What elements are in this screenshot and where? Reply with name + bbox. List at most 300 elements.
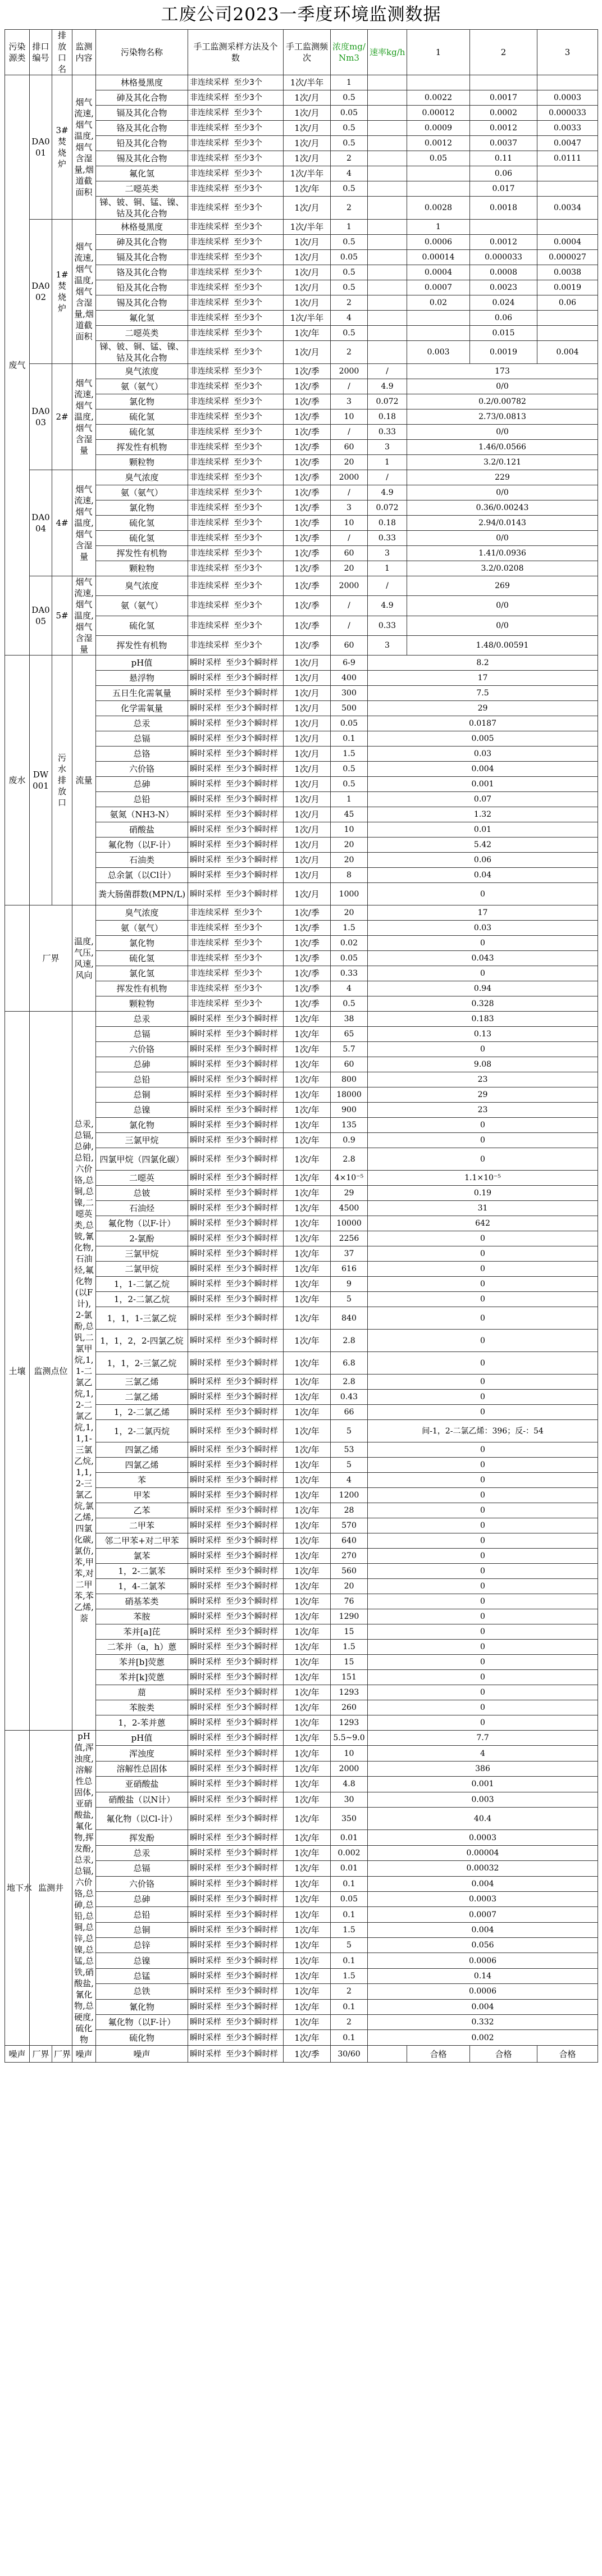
sampling-frequency: 1次/年 <box>284 1072 331 1087</box>
limit-value: 65 <box>331 1027 368 1042</box>
pollutant-name: 亚硝酸盐 <box>96 1777 188 1792</box>
limit-value: 2.8 <box>331 1330 368 1352</box>
result-value: 1.48/0.00591 <box>407 635 598 655</box>
sampling-frequency: 1次/年 <box>284 1624 331 1640</box>
sampling-method: 非连续采样 至少3个 <box>188 905 284 921</box>
result-value: 0 <box>368 1488 598 1503</box>
pollutant-name: 林格曼黑度 <box>96 75 188 90</box>
sampling-frequency: 1次/年 <box>284 1186 331 1201</box>
page-title: 工废公司2023一季度环境监测数据 <box>161 4 441 25</box>
sampling-frequency: 1次/年 <box>284 1594 331 1609</box>
limit-value: 0.5 <box>331 181 368 197</box>
result-2: 0.017 <box>470 181 537 197</box>
sampling-method: 瞬时采样 至少3个瞬时样 <box>188 1861 284 1876</box>
sampling-frequency: 1次/月 <box>284 868 331 883</box>
result-value: 0.0006 <box>368 1953 598 1968</box>
sampling-method: 瞬时采样 至少3个瞬时样 <box>188 1891 284 1906</box>
pollutant-name: 化学需氧量 <box>96 701 188 716</box>
limit-value: 20 <box>331 1579 368 1594</box>
result-value: 0.003 <box>368 1792 598 1807</box>
result-value: 3.2/0.0208 <box>407 561 598 576</box>
pollutant-name: 氰化物 <box>96 1999 188 2014</box>
pollutant-name: 铅及其化合物 <box>96 136 188 151</box>
limit-value: 2 <box>331 197 368 220</box>
sampling-method: 瞬时采样 至少3个瞬时样 <box>188 1216 284 1231</box>
sampling-method: 非连续采样 至少3个 <box>188 250 284 265</box>
limit-value: 0.9 <box>331 1133 368 1148</box>
sampling-method: 瞬时采样 至少3个瞬时样 <box>188 1375 284 1390</box>
rate-value <box>368 151 407 166</box>
sampling-method: 非连续采样 至少3个 <box>188 106 284 121</box>
pollutant-name: 二氯乙烯 <box>96 1390 188 1405</box>
sampling-frequency: 1次/年 <box>284 1670 331 1685</box>
limit-value: 3 <box>331 394 368 409</box>
limit-value: 0.1 <box>331 1999 368 2014</box>
result-value: 0.004 <box>368 1922 598 1937</box>
header-row <box>5 30 598 75</box>
result-1: 0.0007 <box>407 280 470 295</box>
sampling-frequency: 1次/年 <box>284 1891 331 1906</box>
result-value: 0.03 <box>368 747 598 762</box>
result-3 <box>537 220 598 235</box>
limit-value: 0.05 <box>331 1891 368 1906</box>
result-value: 0 <box>368 1609 598 1624</box>
pollutant-name: 氟化氢 <box>96 166 188 181</box>
header-col1: 1 <box>407 30 470 75</box>
sampling-method: 非连续采样 至少3个 <box>188 455 284 470</box>
sampling-method: 瞬时采样 至少3个瞬时样 <box>188 1594 284 1609</box>
result-value: 0 <box>368 1700 598 1715</box>
sampling-method: 非连续采样 至少3个 <box>188 394 284 409</box>
limit-value: 10000 <box>331 1216 368 1231</box>
sampling-frequency: 1次/年 <box>284 1922 331 1937</box>
result-value: 0 <box>368 1503 598 1518</box>
sampling-method: 瞬时采样 至少3个瞬时样 <box>188 1390 284 1405</box>
result-3 <box>537 311 598 326</box>
monitor-group: 烟气流速,烟气温度,烟气含湿量,烟道截面积 <box>72 75 96 220</box>
sampling-frequency: 1次/年 <box>284 1330 331 1352</box>
result-value: 0 <box>368 1458 598 1473</box>
limit-value: 0.05 <box>331 716 368 731</box>
pollutant-name: 总镉 <box>96 1861 188 1876</box>
sampling-frequency: 1次/季 <box>284 561 331 576</box>
sampling-frequency: 1次/季 <box>284 440 331 455</box>
sampling-method: 瞬时采样 至少3个瞬时样 <box>188 1685 284 1700</box>
sampling-frequency: 1次/年 <box>284 1148 331 1171</box>
limit-value: 18000 <box>331 1087 368 1103</box>
result-2: 0.0008 <box>470 265 537 280</box>
sampling-frequency: 1次/年 <box>284 1777 331 1792</box>
limit-value: 1200 <box>331 1488 368 1503</box>
outlet-name: 3#焚烧炉 <box>52 75 72 220</box>
sampling-frequency: 1次/月 <box>284 716 331 731</box>
sampling-method: 瞬时采样 至少3个瞬时样 <box>188 1246 284 1262</box>
pollutant-name: 总砷 <box>96 777 188 792</box>
pollutant-name: 苯胺 <box>96 1609 188 1624</box>
result-value: 0 <box>368 1549 598 1564</box>
sampling-frequency: 1次/年 <box>284 1579 331 1594</box>
result-value: 0.19 <box>368 1186 598 1201</box>
limit-value: 20 <box>331 561 368 576</box>
sampling-frequency: 1次/年 <box>284 1216 331 1231</box>
sampling-frequency: 1次/年 <box>284 1938 331 1953</box>
rate-value <box>368 235 407 250</box>
sampling-method: 瞬时采样 至少3个瞬时样 <box>188 777 284 792</box>
outlet-code: DA003 <box>30 364 52 470</box>
sampling-method: 瞬时采样 至少3个瞬时样 <box>188 716 284 731</box>
sampling-method: 瞬时采样 至少3个瞬时样 <box>188 1420 284 1442</box>
limit-value: 2 <box>331 151 368 166</box>
soil-place: 监测点位 <box>30 1012 72 1731</box>
sampling-frequency: 1次/年 <box>284 1549 331 1564</box>
sampling-frequency: 1次/月 <box>284 762 331 777</box>
sampling-method: 瞬时采样 至少3个瞬时样 <box>188 1564 284 1579</box>
sampling-method: 非连续采样 至少3个 <box>188 546 284 561</box>
result-value: 0.07 <box>368 792 598 807</box>
pollutant-name: 苯胺类 <box>96 1700 188 1715</box>
monitor-group: pH值,浑浊度,溶解性总固体,亚硝酸盐,氟化物,挥发酚,总汞,总镉,六价铬,总砷,总铅,总铜,总锌,总镍,总锰,总铁,硝酸盐,氰化物,总硬度,硫化物 <box>72 1731 96 2046</box>
sampling-method: 非连续采样 至少3个 <box>188 121 284 136</box>
sampling-frequency: 1次/月 <box>284 731 331 747</box>
pollutant-name: 四氯甲烷（四氯化碳） <box>96 1148 188 1171</box>
result-value: 29 <box>368 1087 598 1103</box>
limit-value: 570 <box>331 1518 368 1533</box>
result-1: 0.00014 <box>407 250 470 265</box>
pollutant-name: 氨（氨气） <box>96 921 188 936</box>
sampling-method: 瞬时采样 至少3个瞬时样 <box>188 1473 284 1488</box>
pollutant-name: 邻二甲苯+对二甲苯 <box>96 1533 188 1549</box>
limit-value: 2000 <box>331 364 368 379</box>
rate-value: 0.072 <box>368 394 407 409</box>
sampling-method: 非连续采样 至少3个 <box>188 996 284 1012</box>
pollutant-name: 浑浊度 <box>96 1746 188 1761</box>
pollutant-name: 粪大肠菌群数(MPN/L) <box>96 883 188 905</box>
pollutant-name: 五日生化需氧量 <box>96 686 188 701</box>
limit-value: 0.5 <box>331 762 368 777</box>
sampling-frequency: 1次/季 <box>284 379 331 394</box>
sampling-frequency: 1次/月 <box>284 136 331 151</box>
header-col3: 3 <box>537 30 598 75</box>
limit-value: 20 <box>331 905 368 921</box>
noise-place: 厂界 <box>30 2046 52 2063</box>
pollutant-name: 1，2-二氯乙烷 <box>96 1292 188 1307</box>
limit-value: 1 <box>331 220 368 235</box>
pollutant-name: 总铍 <box>96 1186 188 1201</box>
sampling-method: 非连续采样 至少3个 <box>188 197 284 220</box>
monitor-group: 烟气流速,烟气温度,烟气含湿量,烟道截面积 <box>72 220 96 364</box>
result-value: 23 <box>368 1072 598 1087</box>
sampling-method: 瞬时采样 至少3个瞬时样 <box>188 1231 284 1246</box>
sampling-frequency: 1次/半年 <box>284 220 331 235</box>
limit-value: 2.8 <box>331 1148 368 1171</box>
outlet-name: 4# <box>52 470 72 576</box>
pollutant-name: 1，4-二氯苯 <box>96 1579 188 1594</box>
result-value: 0 <box>368 1307 598 1330</box>
result-value: 0.2/0.00782 <box>407 394 598 409</box>
pollutant-name: 硫化氢 <box>96 516 188 531</box>
rate-value <box>368 121 407 136</box>
limit-value: 28 <box>331 1503 368 1518</box>
pollutant-name: 总汞 <box>96 716 188 731</box>
limit-value: 10 <box>331 822 368 838</box>
pollutant-name: 甲苯 <box>96 1488 188 1503</box>
sampling-frequency: 1次/年 <box>284 1564 331 1579</box>
pollutant-name: 石油烃 <box>96 1201 188 1216</box>
sampling-frequency: 1次/年 <box>284 1375 331 1390</box>
rate-value: 1 <box>368 455 407 470</box>
sampling-frequency: 1次/年 <box>284 1405 331 1420</box>
limit-value: 5 <box>331 1292 368 1307</box>
sampling-frequency: 1次/年 <box>284 1390 331 1405</box>
limit-value: / <box>331 379 368 394</box>
pollutant-name: 石油类 <box>96 853 188 868</box>
result-3: 0.0003 <box>537 90 598 106</box>
pollutant-name: 氯苯 <box>96 1549 188 1564</box>
table-row <box>5 576 598 596</box>
result-3: 0.004 <box>537 341 598 364</box>
limit-value: 0.5 <box>331 265 368 280</box>
sampling-method: 瞬时采样 至少3个瞬时样 <box>188 1907 284 1922</box>
limit-value: 0.01 <box>331 1830 368 1845</box>
pollutant-name: 总铜 <box>96 1922 188 1937</box>
sampling-frequency: 1次/年 <box>284 1999 331 2014</box>
limit-value: 0.43 <box>331 1390 368 1405</box>
rate-value <box>368 311 407 326</box>
result-value: 0.00004 <box>368 1845 598 1860</box>
limit-value: 4×10⁻⁵ <box>331 1171 368 1186</box>
limit-value: 0.1 <box>331 731 368 747</box>
sampling-frequency: 1次/年 <box>284 1458 331 1473</box>
header-manual-method: 手工监测采样方法及个数 <box>188 30 284 75</box>
sampling-frequency: 1次/季 <box>284 981 331 996</box>
limit-value: 60 <box>331 635 368 655</box>
pollutant-name: 臭气浓度 <box>96 576 188 596</box>
result-value: 40.4 <box>368 1807 598 1830</box>
limit-value: 1 <box>331 75 368 90</box>
result-3 <box>537 326 598 341</box>
sampling-method: 非连续采样 至少3个 <box>188 220 284 235</box>
pollutant-name: 1，2-二氯乙烯 <box>96 1405 188 1420</box>
table-row <box>5 75 598 90</box>
sampling-method: 瞬时采样 至少3个瞬时样 <box>188 1876 284 1891</box>
result-2: 0.015 <box>470 326 537 341</box>
sampling-method: 瞬时采样 至少3个瞬时样 <box>188 1777 284 1792</box>
pollutant-name: 苯并[b]荧蒽 <box>96 1655 188 1670</box>
result-value: 29 <box>368 701 598 716</box>
table-row <box>5 2046 598 2063</box>
result-value: 9.08 <box>368 1057 598 1072</box>
result-2: 0.0023 <box>470 280 537 295</box>
sampling-frequency: 1次/月 <box>284 265 331 280</box>
pollutant-name: 锑、铍、铜、锰、镍、钴及其化合物 <box>96 197 188 220</box>
rate-value <box>368 166 407 181</box>
result-value: 0 <box>368 1594 598 1609</box>
sampling-method: 瞬时采样 至少3个瞬时样 <box>188 1262 284 1277</box>
sampling-method: 瞬时采样 至少3个瞬时样 <box>188 1307 284 1330</box>
sampling-method: 瞬时采样 至少3个瞬时样 <box>188 853 284 868</box>
result-value: 5.42 <box>368 838 598 853</box>
pollutant-name: 氯化氢 <box>96 966 188 981</box>
sampling-method: 瞬时采样 至少3个瞬时样 <box>188 1118 284 1133</box>
result-2: 0.06 <box>470 311 537 326</box>
sampling-method: 非连续采样 至少3个 <box>188 379 284 394</box>
result-value: 0.14 <box>368 1968 598 1983</box>
rate-value <box>368 341 407 364</box>
result-value: 0 <box>368 1518 598 1533</box>
limit-value: 400 <box>331 671 368 686</box>
result-1 <box>407 75 470 90</box>
rate-value <box>368 265 407 280</box>
result-value: 0.332 <box>368 2014 598 2029</box>
sampling-frequency: 1次/年 <box>284 1746 331 1761</box>
sampling-method: 瞬时采样 至少3个瞬时样 <box>188 1715 284 1731</box>
result-3 <box>537 166 598 181</box>
limit-value: 0.5 <box>331 777 368 792</box>
sampling-frequency: 1次/季 <box>284 951 331 966</box>
limit-value: 0.5 <box>331 996 368 1012</box>
sampling-method: 瞬时采样 至少3个瞬时样 <box>188 656 284 671</box>
limit-value: 38 <box>331 1012 368 1027</box>
pollutant-name: 硫化氢 <box>96 425 188 440</box>
pollutant-name: 硝基苯类 <box>96 1594 188 1609</box>
pollutant-name: 镉及其化合物 <box>96 250 188 265</box>
limit-value: 5 <box>331 1938 368 1953</box>
sampling-method: 非连续采样 至少3个 <box>188 616 284 635</box>
sampling-method: 非连续采样 至少3个 <box>188 576 284 596</box>
sampling-frequency: 1次/月 <box>284 883 331 905</box>
sampling-method: 非连续采样 至少3个 <box>188 166 284 181</box>
pollutant-name: 总铅 <box>96 1072 188 1087</box>
sampling-frequency: 1次/年 <box>284 1057 331 1072</box>
pollutant-name: 二甲苯 <box>96 1518 188 1533</box>
pollutant-name: 氟化物（以F-计） <box>96 1216 188 1231</box>
limit-value: 4 <box>331 166 368 181</box>
sampling-frequency: 1次/年 <box>284 1953 331 1968</box>
result-value: 0 <box>368 1330 598 1352</box>
sampling-method: 瞬时采样 至少3个瞬时样 <box>188 1518 284 1533</box>
outlet-code: DA001 <box>30 75 52 220</box>
pollutant-name: pH值 <box>96 656 188 671</box>
category-gas-boundary <box>5 905 30 1012</box>
result-1: 0.00012 <box>407 106 470 121</box>
pollutant-name: 氨（氨气） <box>96 379 188 394</box>
sampling-frequency: 1次/年 <box>284 1201 331 1216</box>
sampling-method: 瞬时采样 至少3个瞬时样 <box>188 1609 284 1624</box>
rate-value: 0.33 <box>368 531 407 546</box>
pollutant-name: 总铅 <box>96 792 188 807</box>
pollutant-name: 二噁英类 <box>96 326 188 341</box>
result-3 <box>537 75 598 90</box>
limit-value: 60 <box>331 1057 368 1072</box>
result-value: 0/0 <box>407 425 598 440</box>
limit-value: 0.002 <box>331 1845 368 1860</box>
limit-value: 4 <box>331 981 368 996</box>
sampling-frequency: 1次/季 <box>284 500 331 516</box>
result-3: 0.0019 <box>537 280 598 295</box>
sampling-method: 非连续采样 至少3个 <box>188 280 284 295</box>
sampling-frequency: 1次/年 <box>284 1352 331 1375</box>
result-3: 合格 <box>537 2046 598 2063</box>
limit-value: 1.5 <box>331 747 368 762</box>
limit-value: 1000 <box>331 883 368 905</box>
limit-value: 0.5 <box>331 90 368 106</box>
result-value: 0 <box>368 1442 598 1458</box>
pollutant-name: 臭气浓度 <box>96 905 188 921</box>
pollutant-name: 总汞 <box>96 1845 188 1860</box>
table-row <box>5 1012 598 1027</box>
sampling-frequency: 1次/月 <box>284 777 331 792</box>
pollutant-name: 林格曼黑度 <box>96 220 188 235</box>
pollutant-name: 苯并[k]荧蒽 <box>96 1670 188 1685</box>
pollutant-name: 总镉 <box>96 1027 188 1042</box>
result-value: 0 <box>368 936 598 951</box>
result-2: 0.0012 <box>470 235 537 250</box>
result-2: 0.000033 <box>470 250 537 265</box>
sampling-method: 非连续采样 至少3个 <box>188 921 284 936</box>
sampling-method: 瞬时采样 至少3个瞬时样 <box>188 1042 284 1057</box>
pollutant-name: 硝酸盐 <box>96 822 188 838</box>
sampling-frequency: 1次/年 <box>284 1761 331 1776</box>
sampling-frequency: 1次/季 <box>284 936 331 951</box>
sampling-frequency: 1次/季 <box>284 394 331 409</box>
sampling-method: 瞬时采样 至少3个瞬时样 <box>188 807 284 822</box>
result-value: 173 <box>407 364 598 379</box>
result-value: 0.005 <box>368 731 598 747</box>
sampling-frequency: 1次/季 <box>284 516 331 531</box>
sampling-method: 非连续采样 至少3个 <box>188 561 284 576</box>
sampling-frequency: 1次/年 <box>284 1103 331 1118</box>
result-value: 0 <box>368 1564 598 1579</box>
result-value: 0.001 <box>368 1777 598 1792</box>
sampling-frequency: 1次/季 <box>284 409 331 425</box>
limit-value: 900 <box>331 1103 368 1118</box>
limit-value: 9 <box>331 1277 368 1292</box>
sampling-frequency: 1次/月 <box>284 151 331 166</box>
result-value: 0 <box>368 1685 598 1700</box>
limit-value: 4500 <box>331 1201 368 1216</box>
result-1 <box>407 166 470 181</box>
sampling-method: 非连续采样 至少3个 <box>188 635 284 655</box>
sampling-method: 瞬时采样 至少3个瞬时样 <box>188 1655 284 1670</box>
sampling-method: 瞬时采样 至少3个瞬时样 <box>188 1488 284 1503</box>
result-value: 269 <box>407 576 598 596</box>
result-2: 0.0037 <box>470 136 537 151</box>
limit-value: 0.05 <box>331 106 368 121</box>
pollutant-name: 苯并[a]芘 <box>96 1624 188 1640</box>
result-value: 0.001 <box>368 777 598 792</box>
pollutant-name: 颗粒物 <box>96 996 188 1012</box>
sampling-frequency: 1次/年 <box>284 1609 331 1624</box>
result-value: 0.328 <box>368 996 598 1012</box>
sampling-method: 瞬时采样 至少3个瞬时样 <box>188 1171 284 1186</box>
result-value: 4 <box>368 1746 598 1761</box>
sampling-method: 非连续采样 至少3个 <box>188 151 284 166</box>
result-value: 0/0 <box>407 596 598 616</box>
limit-value: 500 <box>331 701 368 716</box>
table-row <box>5 220 598 235</box>
sampling-frequency: 1次/月 <box>284 822 331 838</box>
pollutant-name: 1，1，1-三氯乙烷 <box>96 1307 188 1330</box>
limit-value: 2 <box>331 295 368 311</box>
limit-value: 10 <box>331 516 368 531</box>
pollutant-name: 总铅 <box>96 1907 188 1922</box>
result-value: 0.002 <box>368 2030 598 2046</box>
limit-value: 10 <box>331 409 368 425</box>
limit-value: 60 <box>331 546 368 561</box>
rate-value <box>368 90 407 106</box>
result-value: 0.01 <box>368 822 598 838</box>
sampling-frequency: 1次/年 <box>284 1731 331 1746</box>
